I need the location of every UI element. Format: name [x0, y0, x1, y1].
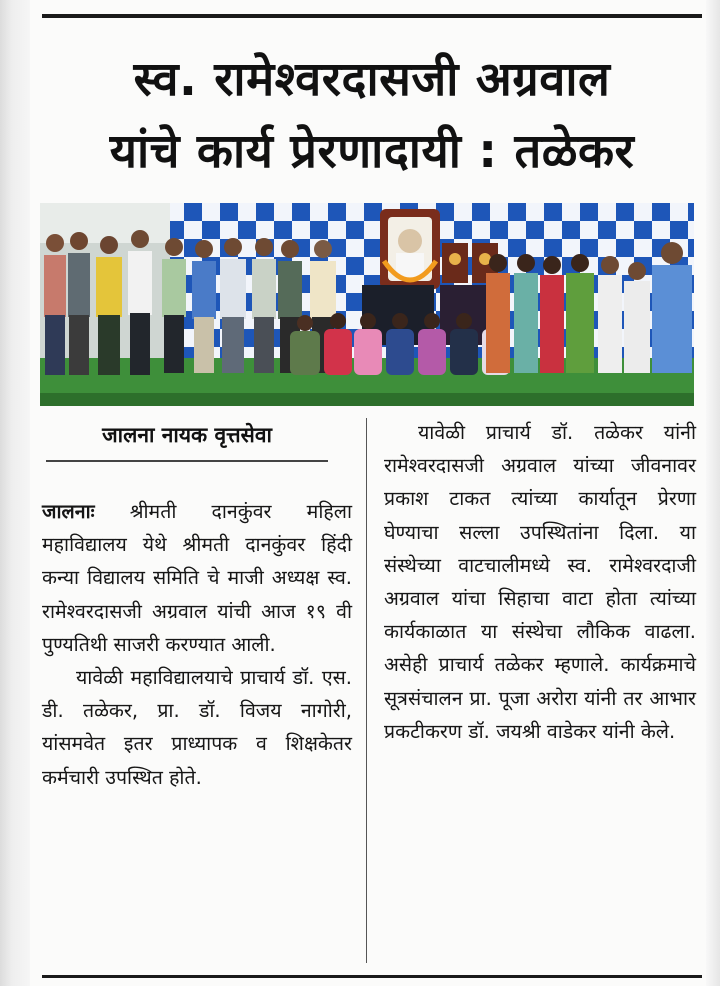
bottom-rule: [42, 975, 702, 978]
headline: [40, 44, 704, 188]
right-column: [384, 416, 696, 748]
byline: जालना नायक वृत्तसेवा: [102, 423, 272, 447]
event-photo: [40, 203, 694, 406]
dateline: जालनाः: [42, 500, 95, 523]
group-photo-icon: [40, 203, 694, 406]
left-column: [42, 495, 352, 794]
paragraph-3: यावेळी प्राचार्य डॉ. तळेकर यांनी रामेश्वरदासजी अग्रवाल यांच्या जीवनावर प्रकाश टाकत त्यांच्या कार्यातून प्रेरणा घेण्याचा सल्ला उपस्थितांना दिला. या संस्थेच्या वाटचालीमध्ये स्व. रामेश्वरदाजी अग्रवाल यांचा सिहाचा वाटा होता त्यांच्या कार्यकाळात या संस्थेचा लौकिक वाढला. असेही प्राचार्य तळेकर म्हणाले. कार्यक्रमाचे सूत्रसंचालन प्रा. पूजा अरोरा यांनी तर आभार प्रकटीकरण डॉ. जयश्री वाडेकर यांनी केले.: [384, 421, 696, 743]
paragraph-1: [42, 495, 352, 661]
background-right-edge: [706, 0, 720, 986]
paragraph-2: यावेळी महाविद्यालयाचे प्राचार्य डॉ. एस. डी. तळेकर, प्रा. डॉ. विजय नागोरी, यांसमवेत इतर प्राध्यापक व शिक्षकेतर कर्मचारी उपस्थित होते.: [42, 666, 352, 789]
top-rule: [42, 14, 702, 18]
background-left-edge: [0, 0, 30, 986]
headline-line-2: यांचे कार्य प्रेरणादायी : तळेकर: [109, 124, 635, 179]
headline-line-1: स्व. रामेश्वरदासजी अग्रवाल: [133, 52, 611, 107]
byline-rule: [46, 460, 328, 462]
column-divider: [366, 418, 367, 963]
paragraph-1-text: श्रीमती दानकुंवर महिला महाविद्यालय येथे श्रीमती दानकुंवर हिंदी कन्या विद्यालय समिति चे माजी अध्यक्ष स्व. रामेश्वरदासजी अग्रवाल यांची आज १९ वी पुण्यतिथी साजरी करण्यात आली.: [42, 500, 352, 656]
